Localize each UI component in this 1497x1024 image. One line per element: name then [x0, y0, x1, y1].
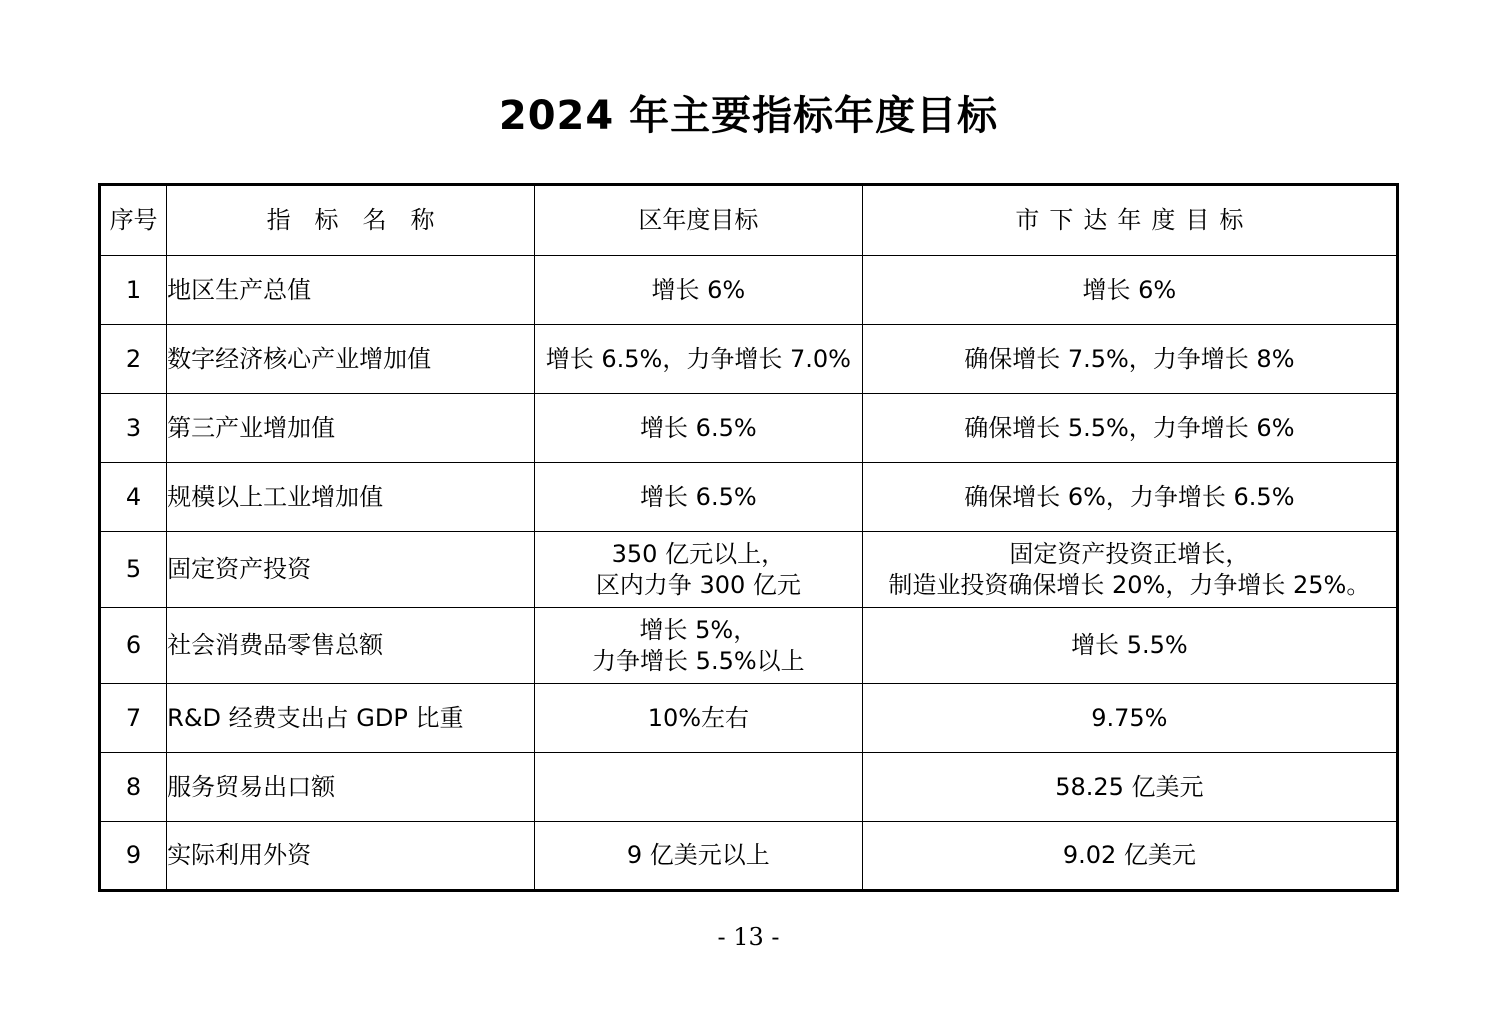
header-indicator-name: 指标名称 [167, 185, 535, 256]
table-row [100, 822, 1398, 891]
table-row [100, 753, 1398, 822]
header-district-target: 区年度目标 [534, 185, 862, 256]
indicator-name: R&D 经费支出占 GDP 比重 [167, 684, 535, 753]
table-row [100, 325, 1398, 394]
city-target: 确保增长 7.5%，力争增长 8% [862, 325, 1397, 394]
table-row [100, 532, 1398, 608]
district-target: 增长 5%， 力争增长 5.5%以上 [534, 608, 862, 684]
page-title: 2024 年主要指标年度目标 [498, 93, 999, 139]
district-target: 9 亿美元以上 [534, 822, 862, 891]
table-header-row [100, 185, 1398, 256]
targets-table [98, 183, 1399, 892]
city-target: 确保增长 6%，力争增长 6.5% [862, 463, 1397, 532]
indicator-name: 第三产业增加值 [167, 394, 535, 463]
row-number: 9 [100, 822, 167, 891]
indicator-name: 规模以上工业增加值 [167, 463, 535, 532]
table-row [100, 463, 1398, 532]
district-target: 增长 6% [534, 256, 862, 325]
district-target: 增长 6.5% [534, 394, 862, 463]
indicator-name: 地区生产总值 [167, 256, 535, 325]
indicator-name: 社会消费品零售总额 [167, 608, 535, 684]
row-number: 1 [100, 256, 167, 325]
district-target: 增长 6.5% [534, 463, 862, 532]
city-target: 9.02 亿美元 [862, 822, 1397, 891]
table-row [100, 256, 1398, 325]
row-number: 6 [100, 608, 167, 684]
city-target: 增长 6% [862, 256, 1397, 325]
indicator-name: 数字经济核心产业增加值 [167, 325, 535, 394]
page-number: - 13 - [717, 923, 780, 951]
district-target: 350 亿元以上， 区内力争 300 亿元 [534, 532, 862, 608]
indicator-name: 实际利用外资 [167, 822, 535, 891]
row-number: 8 [100, 753, 167, 822]
city-target: 固定资产投资正增长， 制造业投资确保增长 20%，力争增长 25%。 [862, 532, 1397, 608]
table-row [100, 608, 1398, 684]
row-number: 3 [100, 394, 167, 463]
table-row [100, 684, 1398, 753]
table-row [100, 394, 1398, 463]
district-target [534, 753, 862, 822]
header-city-target: 市下达年度目标 [862, 185, 1397, 256]
district-target: 增长 6.5%，力争增长 7.0% [534, 325, 862, 394]
row-number: 2 [100, 325, 167, 394]
indicator-name: 服务贸易出口额 [167, 753, 535, 822]
row-number: 5 [100, 532, 167, 608]
indicator-name: 固定资产投资 [167, 532, 535, 608]
city-target: 确保增长 5.5%，力争增长 6% [862, 394, 1397, 463]
row-number: 4 [100, 463, 167, 532]
city-target: 增长 5.5% [862, 608, 1397, 684]
city-target: 58.25 亿美元 [862, 753, 1397, 822]
city-target: 9.75% [862, 684, 1397, 753]
row-number: 7 [100, 684, 167, 753]
header-serial-number: 序号 [100, 185, 167, 256]
district-target: 10%左右 [534, 684, 862, 753]
